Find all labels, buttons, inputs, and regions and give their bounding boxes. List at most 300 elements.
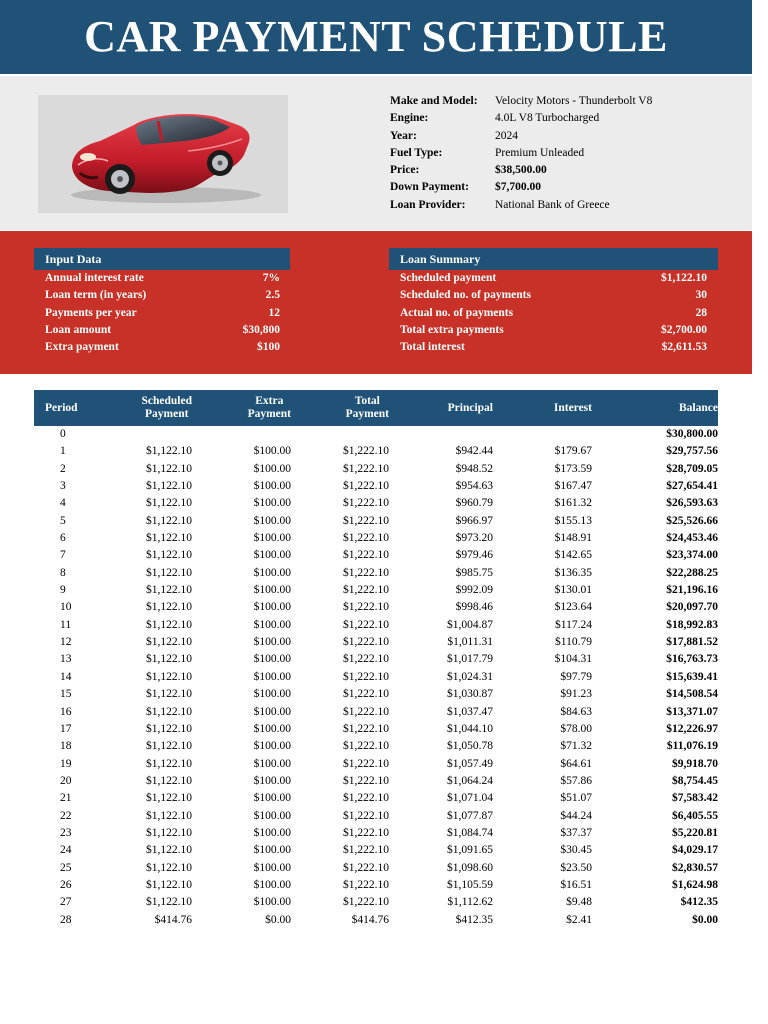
cell-balance: $21,196.16 — [666, 584, 718, 597]
table-row — [34, 756, 718, 773]
cell-scheduled-payment: $1,122.10 — [146, 653, 192, 666]
spec-row — [390, 110, 652, 127]
header-line: Scheduled — [141, 395, 192, 407]
table-row — [34, 478, 718, 495]
cell-total-payment — [291, 426, 389, 443]
cell-total-payment: $1,222.10 — [343, 566, 389, 579]
cell-total-payment: $1,222.10 — [343, 722, 389, 735]
cell-principal: $1,017.79 — [447, 653, 493, 666]
cell-balance: $14,508.54 — [666, 688, 718, 701]
table-row — [34, 547, 718, 564]
cell-balance: $15,639.41 — [666, 670, 718, 683]
cell-extra-payment: $100.00 — [253, 792, 291, 805]
cell-period: 16 — [60, 705, 72, 718]
cell-period: 26 — [60, 878, 72, 891]
cell-balance: $8,754.45 — [672, 774, 718, 787]
spec-label: Fuel Type: — [390, 146, 443, 159]
cell-interest: $2.41 — [566, 913, 592, 926]
table-row — [34, 686, 718, 703]
input-value: $30,800 — [242, 323, 280, 336]
cell-scheduled-payment: $1,122.10 — [146, 878, 192, 891]
cell-balance: $12,226.97 — [666, 722, 718, 735]
cell-period: 11 — [60, 618, 72, 631]
cell-total-payment: $1,222.10 — [343, 670, 389, 683]
input-label: Extra payment — [45, 341, 119, 354]
summary-label: Total extra payments — [400, 323, 504, 336]
table-row — [34, 426, 718, 443]
cell-scheduled-payment: $1,122.10 — [146, 688, 192, 701]
cell-total-payment: $1,222.10 — [343, 688, 389, 701]
cell-interest: $37.37 — [560, 826, 592, 839]
cell-total-payment: $1,222.10 — [343, 549, 389, 562]
cell-extra-payment: $100.00 — [253, 618, 291, 631]
cell-scheduled-payment: $1,122.10 — [146, 896, 192, 909]
input-row-payments-per-year — [34, 305, 290, 322]
table-header-row — [34, 390, 718, 426]
header-balance: Balance — [592, 390, 718, 426]
cell-balance: $11,076.19 — [666, 740, 718, 753]
summary-row-total-extra — [389, 322, 718, 339]
cell-interest: $173.59 — [554, 462, 592, 475]
cell-total-payment: $1,222.10 — [343, 705, 389, 718]
cell-principal: $998.46 — [455, 601, 493, 614]
cell-balance: $412.35 — [680, 896, 718, 909]
spec-row — [390, 145, 652, 162]
cell-period: 21 — [60, 792, 72, 805]
cell-period: 5 — [60, 514, 66, 527]
cell-extra-payment: $100.00 — [253, 532, 291, 545]
cell-principal: $1,071.04 — [447, 792, 493, 805]
cell-balance: $2,830.57 — [672, 861, 718, 874]
cell-interest: $78.00 — [560, 722, 592, 735]
summary-row-scheduled-count — [389, 287, 718, 304]
cell-scheduled-payment: $1,122.10 — [146, 601, 192, 614]
cell-total-payment: $1,222.10 — [343, 497, 389, 510]
cell-interest: $44.24 — [560, 809, 592, 822]
loan-summary-panel — [389, 248, 718, 356]
cell-period: 17 — [60, 722, 72, 735]
cell-interest: $130.01 — [554, 584, 592, 597]
cell-total-payment: $1,222.10 — [343, 826, 389, 839]
cell-scheduled-payment: $1,122.10 — [146, 549, 192, 562]
cell-interest — [493, 426, 592, 443]
table-row — [34, 704, 718, 721]
cell-interest: $9.48 — [566, 896, 592, 909]
input-value: 7% — [262, 272, 280, 284]
cell-balance: $25,526.66 — [666, 514, 718, 527]
cell-scheduled-payment: $1,122.10 — [146, 705, 192, 718]
cell-extra-payment: $100.00 — [253, 480, 291, 493]
cell-extra-payment: $100.00 — [253, 861, 291, 874]
spec-value-price: $38,500.00 — [495, 164, 547, 177]
cell-interest: $161.32 — [554, 497, 592, 510]
cell-total-payment: $1,222.10 — [343, 757, 389, 770]
cell-interest: $51.07 — [560, 792, 592, 805]
header-interest: Interest — [493, 390, 592, 426]
cell-total-payment: $1,222.10 — [343, 809, 389, 822]
cell-principal: $1,044.10 — [447, 722, 493, 735]
cell-extra-payment: $100.00 — [253, 740, 291, 753]
cell-balance: $17,881.52 — [666, 636, 718, 649]
input-row-loan-term — [34, 287, 290, 304]
title-bar — [0, 0, 752, 74]
cell-scheduled-payment: $1,122.10 — [146, 809, 192, 822]
cell-period: 27 — [60, 896, 72, 909]
cell-principal: $1,064.24 — [447, 774, 493, 787]
cell-interest: $97.79 — [560, 670, 592, 683]
cell-principal: $1,030.87 — [447, 688, 493, 701]
table-row — [34, 738, 718, 755]
spec-row — [390, 128, 652, 145]
cell-scheduled-payment — [100, 426, 192, 443]
cell-total-payment: $1,222.10 — [343, 896, 389, 909]
cell-total-payment: $1,222.10 — [343, 618, 389, 631]
input-label: Loan amount — [45, 323, 112, 336]
table-row — [34, 894, 718, 911]
input-value: $100 — [257, 341, 280, 354]
spec-row — [390, 93, 652, 110]
table-row — [34, 842, 718, 859]
spec-label: Year: — [390, 129, 417, 142]
cell-principal: $948.52 — [455, 462, 493, 475]
cell-interest: $142.65 — [554, 549, 592, 562]
cell-principal: $1,098.60 — [447, 861, 493, 874]
cell-balance: $26,593.63 — [666, 497, 718, 510]
cell-extra-payment: $100.00 — [253, 549, 291, 562]
cell-period: 6 — [60, 532, 66, 545]
cell-scheduled-payment: $1,122.10 — [146, 462, 192, 475]
header-line: Payment — [145, 408, 189, 420]
spec-label: Make and Model: — [390, 95, 478, 107]
cell-extra-payment: $100.00 — [253, 774, 291, 787]
cell-extra-payment: $100.00 — [253, 688, 291, 701]
cell-interest: $16.51 — [560, 878, 592, 891]
spec-value-make-model: Velocity Motors - Thunderbolt V8 — [495, 95, 653, 107]
summary-label: Scheduled payment — [400, 272, 497, 284]
header-line: Extra — [255, 395, 284, 407]
cell-scheduled-payment: $1,122.10 — [146, 514, 192, 527]
spec-value-loan-provider: National Bank of Greece — [495, 198, 610, 211]
cell-period: 28 — [60, 913, 72, 926]
input-label: Loan term (in years) — [45, 289, 147, 302]
cell-total-payment: $1,222.10 — [343, 636, 389, 649]
cell-extra-payment: $100.00 — [253, 896, 291, 909]
cell-period: 22 — [60, 809, 72, 822]
summary-value: 30 — [695, 289, 707, 302]
cell-interest: $104.31 — [554, 653, 592, 666]
table-row — [34, 912, 718, 929]
cell-scheduled-payment: $1,122.10 — [146, 774, 192, 787]
cell-balance: $28,709.05 — [666, 462, 718, 475]
cell-balance: $22,288.25 — [666, 566, 718, 579]
cell-extra-payment: $100.00 — [253, 462, 291, 475]
cell-principal: $1,037.47 — [447, 705, 493, 718]
cell-scheduled-payment: $1,122.10 — [146, 792, 192, 805]
table-row — [34, 808, 718, 825]
cell-balance: $27,654.41 — [666, 480, 718, 493]
table-row — [34, 582, 718, 599]
cell-interest: $148.91 — [554, 532, 592, 545]
table-row — [34, 651, 718, 668]
cell-extra-payment: $100.00 — [253, 653, 291, 666]
cell-principal: $985.75 — [455, 566, 493, 579]
table-row — [34, 443, 718, 460]
summary-value: $1,122.10 — [661, 272, 707, 284]
cell-scheduled-payment: $1,122.10 — [146, 844, 192, 857]
cell-period: 23 — [60, 826, 72, 839]
input-row-loan-amount — [34, 322, 290, 339]
cell-total-payment: $1,222.10 — [343, 740, 389, 753]
cell-period: 13 — [60, 653, 72, 666]
cell-extra-payment: $100.00 — [253, 757, 291, 770]
cell-principal: $1,024.31 — [447, 670, 493, 683]
header-total-payment — [291, 390, 389, 426]
cell-principal: $1,011.31 — [447, 636, 493, 649]
table-row — [34, 513, 718, 530]
header-extra-payment — [192, 390, 291, 426]
cell-total-payment: $1,222.10 — [343, 584, 389, 597]
cell-scheduled-payment: $1,122.10 — [146, 566, 192, 579]
summary-label: Scheduled no. of payments — [400, 289, 531, 302]
vehicle-info-section — [0, 76, 752, 230]
header-line: Payment — [345, 408, 389, 420]
header-line: Payment — [247, 408, 291, 420]
cell-principal: $979.46 — [455, 549, 493, 562]
cell-extra-payment: $100.00 — [253, 878, 291, 891]
table-row — [34, 825, 718, 842]
cell-balance: $5,220.81 — [672, 826, 718, 839]
cell-interest: $30.45 — [560, 844, 592, 857]
spec-label: Engine: — [390, 112, 429, 125]
header-period: Period — [34, 390, 100, 426]
summary-value: $2,611.53 — [661, 341, 707, 354]
table-row — [34, 599, 718, 616]
cell-interest: $136.35 — [554, 566, 592, 579]
red-sports-car-icon — [38, 95, 288, 213]
table-row — [34, 721, 718, 738]
loan-summary-heading: Loan Summary — [389, 248, 718, 270]
cell-scheduled-payment: $1,122.10 — [146, 722, 192, 735]
cell-extra-payment: $100.00 — [253, 844, 291, 857]
summary-row-actual-count — [389, 305, 718, 322]
cell-interest: $71.32 — [560, 740, 592, 753]
cell-scheduled-payment: $1,122.10 — [146, 740, 192, 753]
cell-balance: $18,992.83 — [666, 618, 718, 631]
cell-balance: $30,800.00 — [666, 428, 718, 440]
cell-principal: $1,057.49 — [447, 757, 493, 770]
cell-extra-payment: $100.00 — [253, 601, 291, 614]
cell-principal: $1,050.78 — [447, 740, 493, 753]
cell-period: 20 — [60, 774, 72, 787]
table-row — [34, 461, 718, 478]
cell-period: 0 — [60, 428, 66, 440]
cell-principal: $954.63 — [455, 480, 493, 493]
input-label: Payments per year — [45, 306, 137, 319]
cell-extra-payment: $100.00 — [253, 584, 291, 597]
cell-period: 24 — [60, 844, 72, 857]
spec-value-fuel-type: Premium Unleaded — [495, 146, 585, 159]
cell-extra-payment: $100.00 — [253, 566, 291, 579]
cell-balance: $16,763.73 — [666, 653, 718, 666]
cell-balance: $20,097.70 — [666, 601, 718, 614]
cell-extra-payment: $100.00 — [253, 809, 291, 822]
spec-row — [390, 162, 652, 179]
cell-period: 7 — [60, 549, 66, 562]
cell-scheduled-payment: $1,122.10 — [146, 670, 192, 683]
cell-period: 15 — [60, 688, 72, 701]
cell-extra-payment: $100.00 — [253, 497, 291, 510]
cell-period: 18 — [60, 740, 72, 753]
cell-interest: $64.61 — [560, 757, 592, 770]
cell-principal: $973.20 — [455, 532, 493, 545]
cell-principal: $412.35 — [455, 913, 493, 926]
cell-interest: $123.64 — [554, 601, 592, 614]
input-value: 2.5 — [265, 289, 280, 302]
cell-total-payment: $1,222.10 — [343, 514, 389, 527]
cell-balance: $29,757.56 — [666, 445, 718, 458]
cell-principal: $992.09 — [455, 584, 493, 597]
cell-principal: $1,084.74 — [447, 826, 493, 839]
cell-scheduled-payment: $1,122.10 — [146, 826, 192, 839]
cell-period: 3 — [60, 480, 66, 493]
cell-principal: $966.97 — [455, 514, 493, 527]
cell-extra-payment: $100.00 — [253, 670, 291, 683]
cell-balance: $24,453.46 — [666, 532, 718, 545]
table-row — [34, 565, 718, 582]
cell-extra-payment: $100.00 — [253, 722, 291, 735]
table-row — [34, 617, 718, 634]
cell-total-payment: $1,222.10 — [343, 861, 389, 874]
schedule-body — [34, 426, 718, 929]
cell-scheduled-payment: $1,122.10 — [146, 584, 192, 597]
cell-scheduled-payment: $1,122.10 — [146, 480, 192, 493]
spec-row — [390, 197, 652, 214]
cell-period: 1 — [60, 445, 66, 458]
header-principal: Principal — [389, 390, 493, 426]
car-image — [38, 95, 288, 213]
summary-label: Total interest — [400, 341, 465, 354]
table-row — [34, 773, 718, 790]
table-row — [34, 877, 718, 894]
cell-total-payment: $414.76 — [351, 913, 389, 926]
cell-total-payment: $1,222.10 — [343, 878, 389, 891]
cell-interest: $84.63 — [560, 705, 592, 718]
cell-principal: $1,112.62 — [447, 896, 493, 909]
cell-scheduled-payment: $1,122.10 — [146, 618, 192, 631]
cell-extra-payment: $100.00 — [253, 636, 291, 649]
spec-value-year: 2024 — [495, 129, 518, 142]
input-data-heading: Input Data — [34, 248, 290, 270]
summary-value: $2,700.00 — [661, 323, 707, 336]
cell-total-payment: $1,222.10 — [343, 532, 389, 545]
cell-balance: $13,371.07 — [666, 705, 718, 718]
cell-total-payment: $1,222.10 — [343, 774, 389, 787]
cell-scheduled-payment: $414.76 — [154, 913, 192, 926]
table-row — [34, 790, 718, 807]
loan-summary-section — [0, 231, 752, 374]
page-title: CAR PAYMENT SCHEDULE — [84, 12, 668, 61]
header-scheduled-payment — [100, 390, 192, 426]
cell-period: 9 — [60, 584, 66, 597]
table-row — [34, 530, 718, 547]
cell-principal: $942.44 — [455, 445, 493, 458]
cell-total-payment: $1,222.10 — [343, 653, 389, 666]
cell-scheduled-payment: $1,122.10 — [146, 636, 192, 649]
cell-total-payment: $1,222.10 — [343, 480, 389, 493]
cell-extra-payment: $100.00 — [253, 826, 291, 839]
cell-period: 14 — [60, 670, 72, 683]
cell-principal: $1,105.59 — [447, 878, 493, 891]
cell-balance: $0.00 — [692, 913, 718, 926]
header-line: Total — [354, 395, 380, 407]
input-data-panel — [34, 248, 290, 356]
cell-period: 19 — [60, 757, 72, 770]
cell-total-payment: $1,222.10 — [343, 601, 389, 614]
table-row — [34, 634, 718, 651]
input-row-interest-rate — [34, 270, 290, 287]
input-value: 12 — [268, 306, 280, 319]
cell-balance: $1,624.98 — [672, 878, 718, 891]
cell-principal: $960.79 — [455, 497, 493, 510]
cell-period: 2 — [60, 462, 66, 475]
cell-scheduled-payment: $1,122.10 — [146, 497, 192, 510]
vehicle-specs — [390, 93, 652, 214]
summary-row-scheduled-payment — [389, 270, 718, 287]
cell-total-payment: $1,222.10 — [343, 462, 389, 475]
cell-interest: $57.86 — [560, 774, 592, 787]
cell-extra-payment: $0.00 — [265, 913, 291, 926]
cell-total-payment: $1,222.10 — [343, 844, 389, 857]
cell-total-payment: $1,222.10 — [343, 445, 389, 458]
cell-period: 12 — [60, 636, 72, 649]
spec-value-down-payment: $7,700.00 — [495, 181, 541, 194]
cell-scheduled-payment: $1,122.10 — [146, 861, 192, 874]
cell-period: 10 — [60, 601, 72, 614]
cell-extra-payment — [192, 426, 291, 443]
cell-interest: $91.23 — [560, 688, 592, 701]
cell-balance: $23,374.00 — [666, 549, 718, 562]
cell-principal — [389, 426, 493, 443]
spec-label: Price: — [390, 164, 420, 177]
payment-schedule-table — [34, 390, 718, 929]
summary-value: 28 — [695, 306, 707, 319]
cell-interest: $179.67 — [554, 445, 592, 458]
cell-balance: $9,918.70 — [672, 757, 718, 770]
cell-balance: $7,583.42 — [672, 792, 718, 805]
cell-period: 25 — [60, 861, 72, 874]
cell-interest: $167.47 — [554, 480, 592, 493]
cell-interest: $155.13 — [554, 514, 592, 527]
cell-interest: $23.50 — [560, 861, 592, 874]
cell-interest: $110.79 — [555, 636, 592, 649]
cell-balance: $4,029.17 — [672, 844, 718, 857]
spec-row — [390, 179, 652, 196]
table-row — [34, 669, 718, 686]
cell-scheduled-payment: $1,122.10 — [146, 532, 192, 545]
cell-period: 8 — [60, 566, 66, 579]
cell-scheduled-payment: $1,122.10 — [146, 445, 192, 458]
cell-principal: $1,004.87 — [447, 618, 493, 631]
cell-extra-payment: $100.00 — [253, 705, 291, 718]
summary-row-total-interest — [389, 339, 718, 356]
spec-label: Down Payment: — [390, 181, 469, 194]
cell-scheduled-payment: $1,122.10 — [146, 757, 192, 770]
cell-extra-payment: $100.00 — [253, 514, 291, 527]
table-row — [34, 495, 718, 512]
cell-balance: $6,405.55 — [672, 809, 718, 822]
cell-total-payment: $1,222.10 — [343, 792, 389, 805]
cell-principal: $1,091.65 — [447, 844, 493, 857]
